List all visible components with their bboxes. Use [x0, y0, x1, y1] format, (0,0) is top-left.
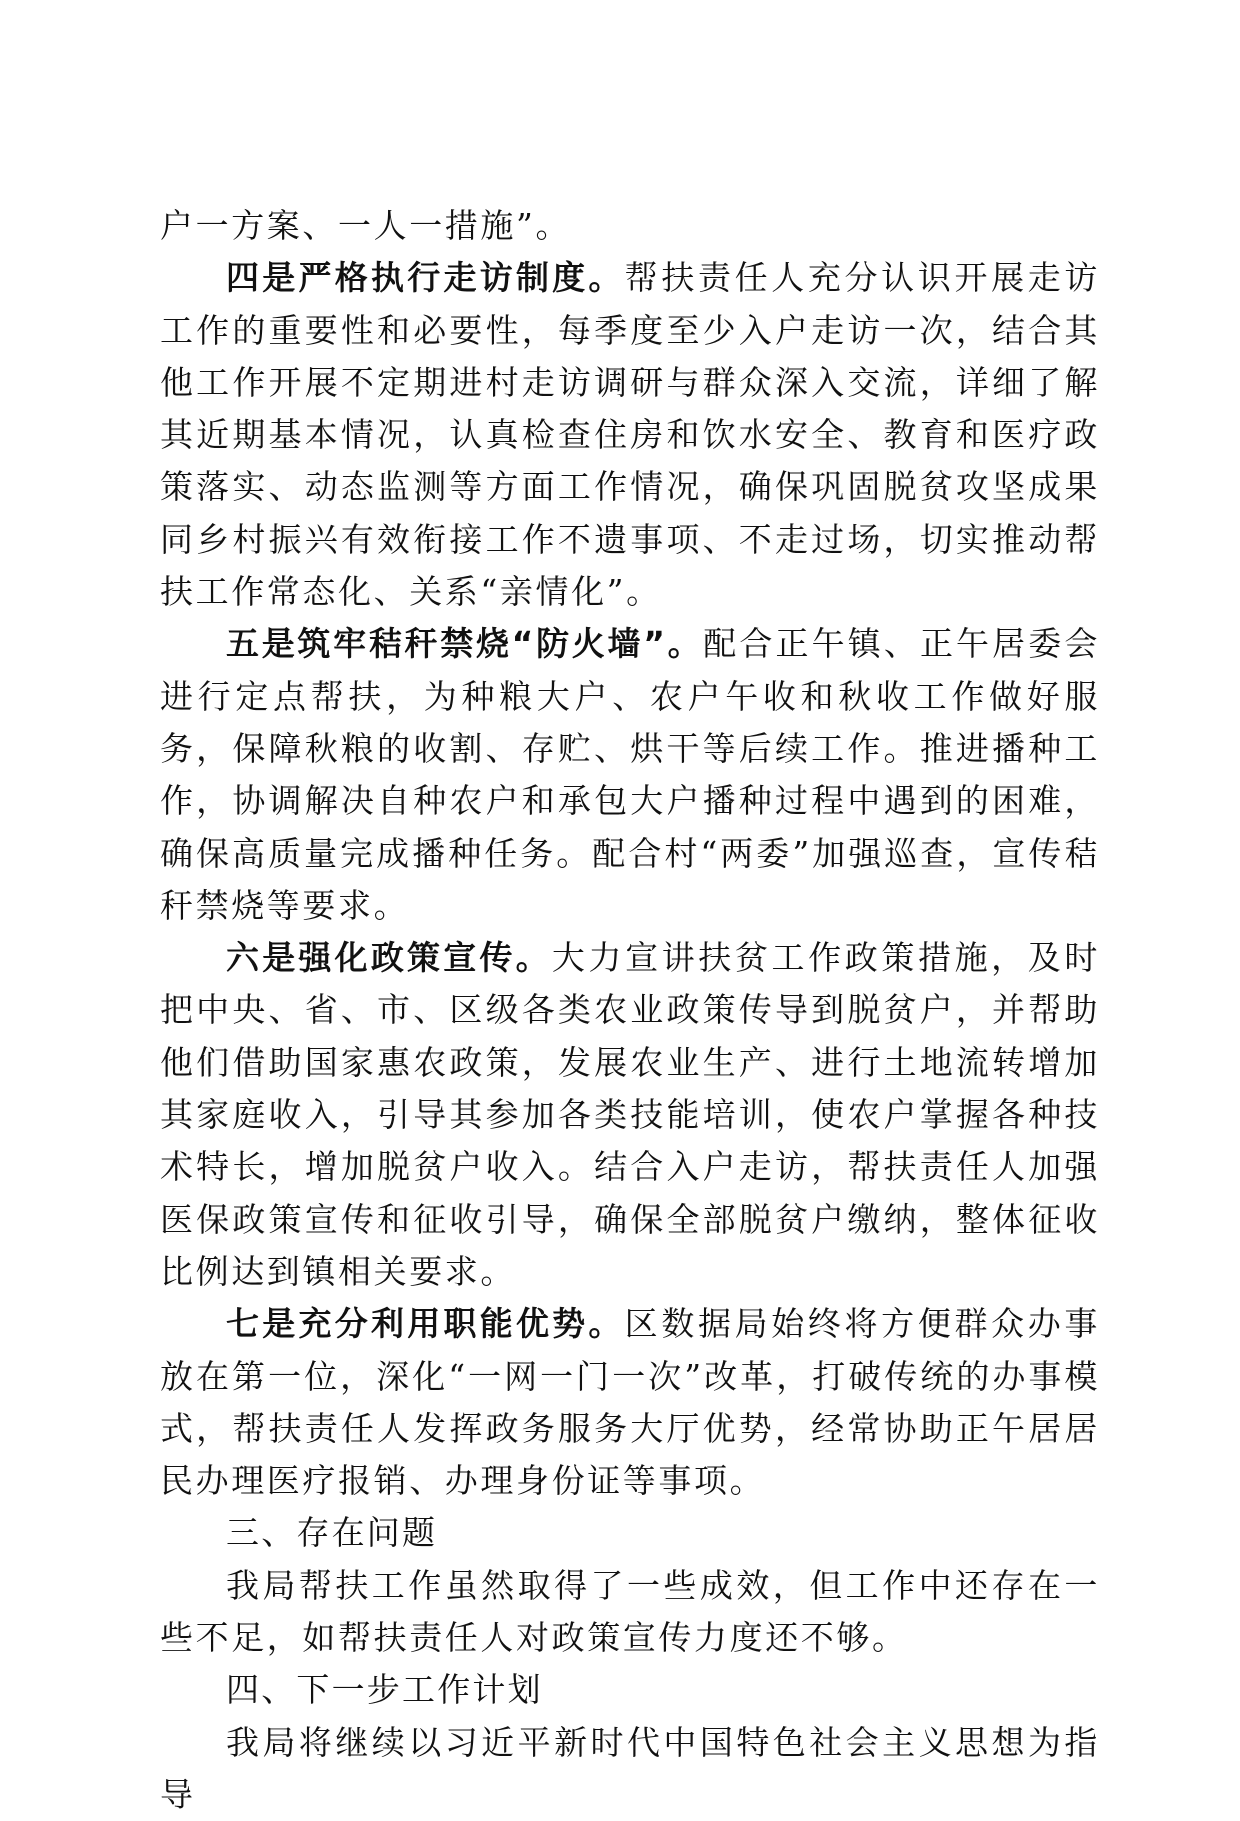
- document-page: [160, 200, 1100, 1821]
- item-lead-5: 五是筑牢秸秆禁烧“防火墙”。: [226, 624, 704, 664]
- item-paragraph-4: [160, 252, 1100, 618]
- item-text-4: 帮扶责任人充分认识开展走访工作的重要性和必要性，每季度至少入户走访一次，结合其他工作开展不定期进村走访调研与群众深入交流，详细了解其近期基本情况，认真检查住房和饮水安全、教育和医疗政策落实、动态监测等方面工作情况，确保巩固脱贫攻坚成果同乡村振兴有效衔接工作不遗事项、不走过场，切实推动帮扶工作常态化、关系“亲情化”。: [160, 258, 1100, 612]
- item-text-6: 大力宣讲扶贫工作政策措施，及时把中央、省、市、区级各类农业政策传导到脱贫户，并帮助他们借助国家惠农政策，发展农业生产、进行土地流转增加其家庭收入，引导其参加各类技能培训，使农户掌握各种技术特长，增加脱贫户收入。结合入户走访，帮扶责任人加强医保政策宣传和征收引导，确保全部脱贫户缴纳，整体征收比例达到镇相关要求。: [160, 938, 1100, 1291]
- item-paragraph-6: [160, 932, 1100, 1298]
- section-text-4: 我局将继续以习近平新时代中国特色社会主义思想为指导: [160, 1722, 1100, 1814]
- section-heading-3: 三、存在问题: [226, 1513, 438, 1553]
- item-lead-6: 六是强化政策宣传。: [226, 938, 552, 978]
- item-paragraph-5: [160, 618, 1100, 932]
- item-text-7: 区数据局始终将方便群众办事放在第一位，深化“一网一门一次”改革，打破传统的办事模式，帮扶责任人发挥政务服务大厅优势，经常协助正午居居民办理医疗报销、办理身份证等事项。: [160, 1304, 1100, 1501]
- item-lead-4: 四是严格执行走访制度。: [226, 258, 625, 298]
- continuation-paragraph: 户一方案、一人一措施”。: [160, 206, 572, 245]
- item-lead-7: 七是充分利用职能优势。: [226, 1304, 625, 1344]
- section-heading-4: 四、下一步工作计划: [226, 1670, 543, 1710]
- item-text-5: 配合正午镇、正午居委会进行定点帮扶，为种粮大户、农户午收和秋收工作做好服务，保障秋粮的收割、存贮、烘干等后续工作。推进播种工作，协调解决自种农户和承包大户播种过程中遇到的困难，确保高质量完成播种任务。配合村“两委”加强巡查，宣传秸秆禁烧等要求。: [160, 624, 1100, 925]
- section-text-3: 我局帮扶工作虽然取得了一些成效，但工作中还存在一些不足，如帮扶责任人对政策宣传力度还不够。: [160, 1565, 1100, 1658]
- item-paragraph-7: [160, 1298, 1100, 1507]
